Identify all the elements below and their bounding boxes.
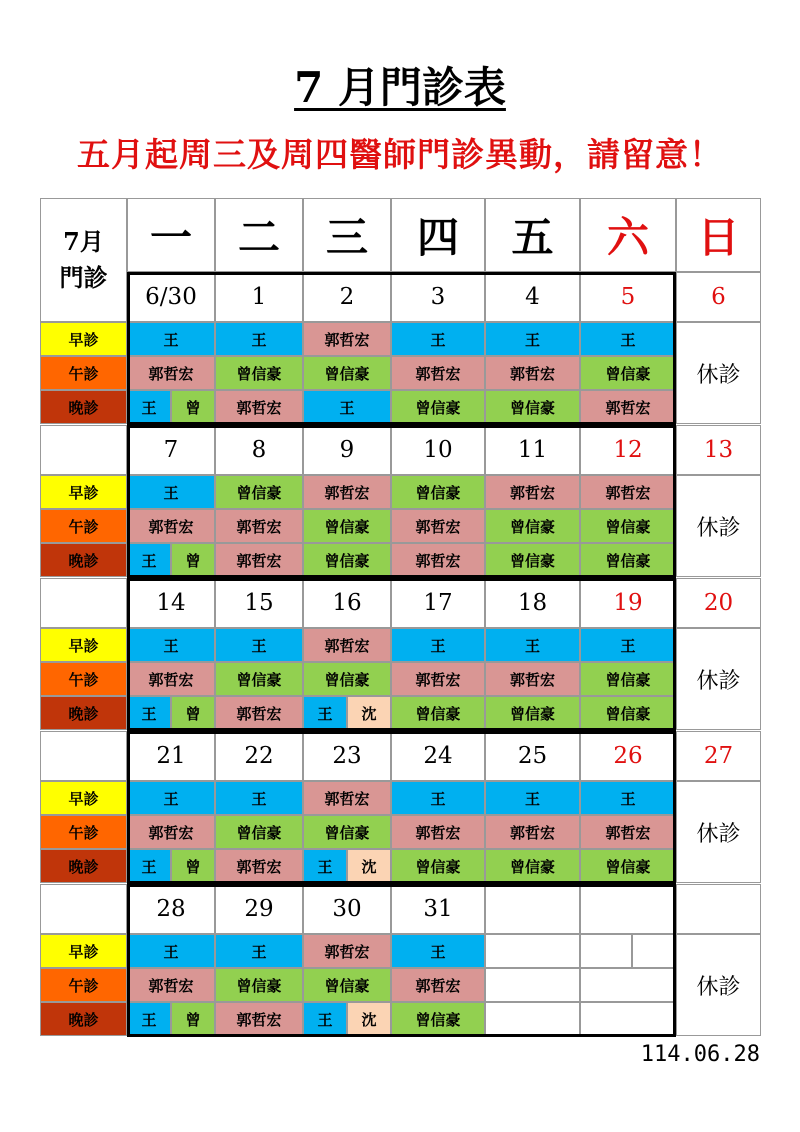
doctor-cell: 王 [127, 475, 215, 509]
doctor-cell: 曾信豪 [580, 662, 676, 696]
doctor-cell: 沈 [347, 849, 391, 883]
doctor-cell: 曾信豪 [215, 662, 303, 696]
doctor-cell: 曾 [171, 390, 215, 424]
session-label-evening: 晚診 [40, 696, 127, 730]
doctor-cell: 曾 [171, 1002, 215, 1036]
doctor-cell: 曾信豪 [215, 815, 303, 849]
date-cell: 13 [676, 425, 761, 475]
doctor-cell: 曾信豪 [215, 968, 303, 1002]
week-blank [40, 425, 127, 475]
doctor-cell: 王 [127, 322, 215, 356]
doctor-cell: 曾信豪 [303, 662, 391, 696]
empty-cell [485, 1002, 580, 1036]
sunday-closed: 休診 [676, 475, 761, 577]
doctor-cell: 沈 [347, 696, 391, 730]
doctor-cell: 郭哲宏 [303, 781, 391, 815]
doctor-cell: 郭哲宏 [580, 390, 676, 424]
corner-text: 門診 [59, 263, 108, 292]
sunday-closed: 休診 [676, 781, 761, 883]
doctor-cell: 曾信豪 [391, 475, 485, 509]
doctor-cell: 郭哲宏 [215, 696, 303, 730]
date-cell: 5 [580, 272, 676, 322]
empty-cell [580, 934, 632, 968]
doctor-cell: 王 [127, 781, 215, 815]
doctor-cell: 王 [127, 628, 215, 662]
doctor-cell: 郭哲宏 [215, 1002, 303, 1036]
session-label-evening: 晚診 [40, 1002, 127, 1036]
doctor-cell: 王 [303, 696, 347, 730]
doctor-cell: 郭哲宏 [391, 815, 485, 849]
doctor-cell: 王 [303, 849, 347, 883]
doctor-cell: 郭哲宏 [391, 968, 485, 1002]
date-cell: 20 [676, 578, 761, 628]
doctor-cell: 曾信豪 [303, 543, 391, 577]
sunday-closed: 休診 [676, 628, 761, 730]
date-cell: 19 [580, 578, 676, 628]
weekday-header-5: 五 [485, 198, 580, 272]
doctor-cell: 王 [127, 390, 171, 424]
doctor-cell: 王 [391, 322, 485, 356]
session-label-evening: 晚診 [40, 543, 127, 577]
doctor-cell: 曾信豪 [485, 509, 580, 543]
doctor-cell: 郭哲宏 [215, 509, 303, 543]
doctor-cell: 王 [485, 781, 580, 815]
doctor-cell: 曾 [171, 849, 215, 883]
date-cell: 16 [303, 578, 391, 628]
doctor-cell: 郭哲宏 [127, 662, 215, 696]
session-label-morning: 早診 [40, 322, 127, 356]
date-cell [580, 884, 676, 934]
doctor-cell: 曾信豪 [391, 696, 485, 730]
session-label-afternoon: 午診 [40, 815, 127, 849]
empty-cell [485, 968, 580, 1002]
session-label-afternoon: 午診 [40, 968, 127, 1002]
doctor-cell: 曾信豪 [580, 849, 676, 883]
doctor-cell: 曾信豪 [391, 390, 485, 424]
version-date: 114.06.28 [640, 1042, 760, 1067]
date-cell [676, 884, 761, 934]
corner-text: 7月 [63, 227, 104, 256]
doctor-cell: 郭哲宏 [485, 662, 580, 696]
empty-cell [580, 968, 676, 1002]
notice-banner: 五月起周三及周四醫師門診異動，請留意！ [77, 135, 723, 174]
date-cell: 17 [391, 578, 485, 628]
date-cell: 30 [303, 884, 391, 934]
doctor-cell: 郭哲宏 [391, 662, 485, 696]
doctor-cell: 郭哲宏 [485, 815, 580, 849]
session-label-afternoon: 午診 [40, 662, 127, 696]
doctor-cell: 曾信豪 [303, 356, 391, 390]
doctor-cell: 曾信豪 [215, 475, 303, 509]
doctor-cell: 郭哲宏 [215, 543, 303, 577]
doctor-cell: 郭哲宏 [485, 356, 580, 390]
schedule-title: 7 月門診表 [294, 63, 506, 112]
doctor-cell: 郭哲宏 [127, 356, 215, 390]
sunday-closed: 休診 [676, 934, 761, 1036]
weekday-header-3: 三 [303, 198, 391, 272]
doctor-cell: 郭哲宏 [127, 815, 215, 849]
date-cell: 3 [391, 272, 485, 322]
date-cell: 6/30 [127, 272, 215, 322]
session-label-afternoon: 午診 [40, 509, 127, 543]
doctor-cell: 郭哲宏 [391, 356, 485, 390]
doctor-cell: 曾信豪 [485, 849, 580, 883]
doctor-cell: 曾信豪 [485, 390, 580, 424]
session-label-morning: 早診 [40, 475, 127, 509]
doctor-cell: 王 [127, 696, 171, 730]
doctor-cell: 王 [485, 628, 580, 662]
date-cell: 25 [485, 731, 580, 781]
date-cell: 12 [580, 425, 676, 475]
doctor-cell: 王 [580, 322, 676, 356]
doctor-cell: 王 [580, 628, 676, 662]
doctor-cell: 郭哲宏 [485, 475, 580, 509]
doctor-cell: 王 [127, 934, 215, 968]
doctor-cell: 郭哲宏 [303, 322, 391, 356]
session-label-evening: 晚診 [40, 849, 127, 883]
doctor-cell: 曾信豪 [580, 356, 676, 390]
date-cell: 10 [391, 425, 485, 475]
doctor-cell: 郭哲宏 [391, 509, 485, 543]
doctor-cell: 王 [391, 781, 485, 815]
date-cell: 22 [215, 731, 303, 781]
week-blank [40, 578, 127, 628]
doctor-cell: 王 [215, 322, 303, 356]
date-cell: 4 [485, 272, 580, 322]
empty-cell [485, 934, 580, 968]
date-cell: 15 [215, 578, 303, 628]
date-cell: 1 [215, 272, 303, 322]
doctor-cell: 王 [391, 934, 485, 968]
doctor-cell: 郭哲宏 [127, 509, 215, 543]
doctor-cell: 郭哲宏 [215, 390, 303, 424]
empty-cell [580, 1002, 676, 1036]
date-cell: 6 [676, 272, 761, 322]
doctor-cell: 曾信豪 [580, 543, 676, 577]
doctor-cell: 郭哲宏 [303, 934, 391, 968]
doctor-cell: 郭哲宏 [215, 849, 303, 883]
date-cell: 31 [391, 884, 485, 934]
doctor-cell: 沈 [347, 1002, 391, 1036]
doctor-cell: 曾信豪 [485, 543, 580, 577]
date-cell: 7 [127, 425, 215, 475]
doctor-cell: 王 [127, 1002, 171, 1036]
empty-cell [632, 934, 676, 968]
doctor-cell: 曾信豪 [580, 696, 676, 730]
date-cell: 18 [485, 578, 580, 628]
week-blank [40, 731, 127, 781]
doctor-cell: 王 [127, 849, 171, 883]
date-cell: 14 [127, 578, 215, 628]
date-cell: 8 [215, 425, 303, 475]
doctor-cell: 曾 [171, 543, 215, 577]
doctor-cell: 王 [215, 934, 303, 968]
date-cell [485, 884, 580, 934]
date-cell: 27 [676, 731, 761, 781]
session-label-evening: 晚診 [40, 390, 127, 424]
date-cell: 23 [303, 731, 391, 781]
session-label-morning: 早診 [40, 934, 127, 968]
doctor-cell: 王 [485, 322, 580, 356]
doctor-cell: 曾信豪 [580, 509, 676, 543]
doctor-cell: 郭哲宏 [127, 968, 215, 1002]
session-label-afternoon: 午診 [40, 356, 127, 390]
doctor-cell: 郭哲宏 [391, 543, 485, 577]
date-cell: 24 [391, 731, 485, 781]
doctor-cell: 郭哲宏 [303, 475, 391, 509]
weekday-header-6: 六 [580, 198, 676, 272]
weekday-header-1: 一 [127, 198, 215, 272]
doctor-cell: 曾信豪 [215, 356, 303, 390]
date-cell: 28 [127, 884, 215, 934]
weekday-header-2: 二 [215, 198, 303, 272]
date-cell: 11 [485, 425, 580, 475]
doctor-cell: 曾信豪 [303, 509, 391, 543]
doctor-cell: 王 [303, 390, 391, 424]
date-cell: 26 [580, 731, 676, 781]
sunday-closed: 休診 [676, 322, 761, 424]
doctor-cell: 曾信豪 [391, 1002, 485, 1036]
date-cell: 2 [303, 272, 391, 322]
date-cell: 9 [303, 425, 391, 475]
doctor-cell: 郭哲宏 [580, 815, 676, 849]
doctor-cell: 王 [391, 628, 485, 662]
doctor-cell: 王 [215, 781, 303, 815]
doctor-cell: 曾信豪 [303, 968, 391, 1002]
week-blank [40, 884, 127, 934]
month-corner-label [40, 198, 127, 322]
date-cell: 29 [215, 884, 303, 934]
doctor-cell: 曾信豪 [485, 696, 580, 730]
doctor-cell: 郭哲宏 [580, 475, 676, 509]
doctor-cell: 王 [580, 781, 676, 815]
doctor-cell: 王 [127, 543, 171, 577]
date-cell: 21 [127, 731, 215, 781]
doctor-cell: 曾 [171, 696, 215, 730]
doctor-cell: 曾信豪 [303, 815, 391, 849]
doctor-cell: 郭哲宏 [303, 628, 391, 662]
doctor-cell: 曾信豪 [391, 849, 485, 883]
weekday-header-4: 四 [391, 198, 485, 272]
doctor-cell: 王 [303, 1002, 347, 1036]
doctor-cell: 王 [215, 628, 303, 662]
session-label-morning: 早診 [40, 628, 127, 662]
session-label-morning: 早診 [40, 781, 127, 815]
weekday-header-7: 日 [676, 198, 761, 272]
